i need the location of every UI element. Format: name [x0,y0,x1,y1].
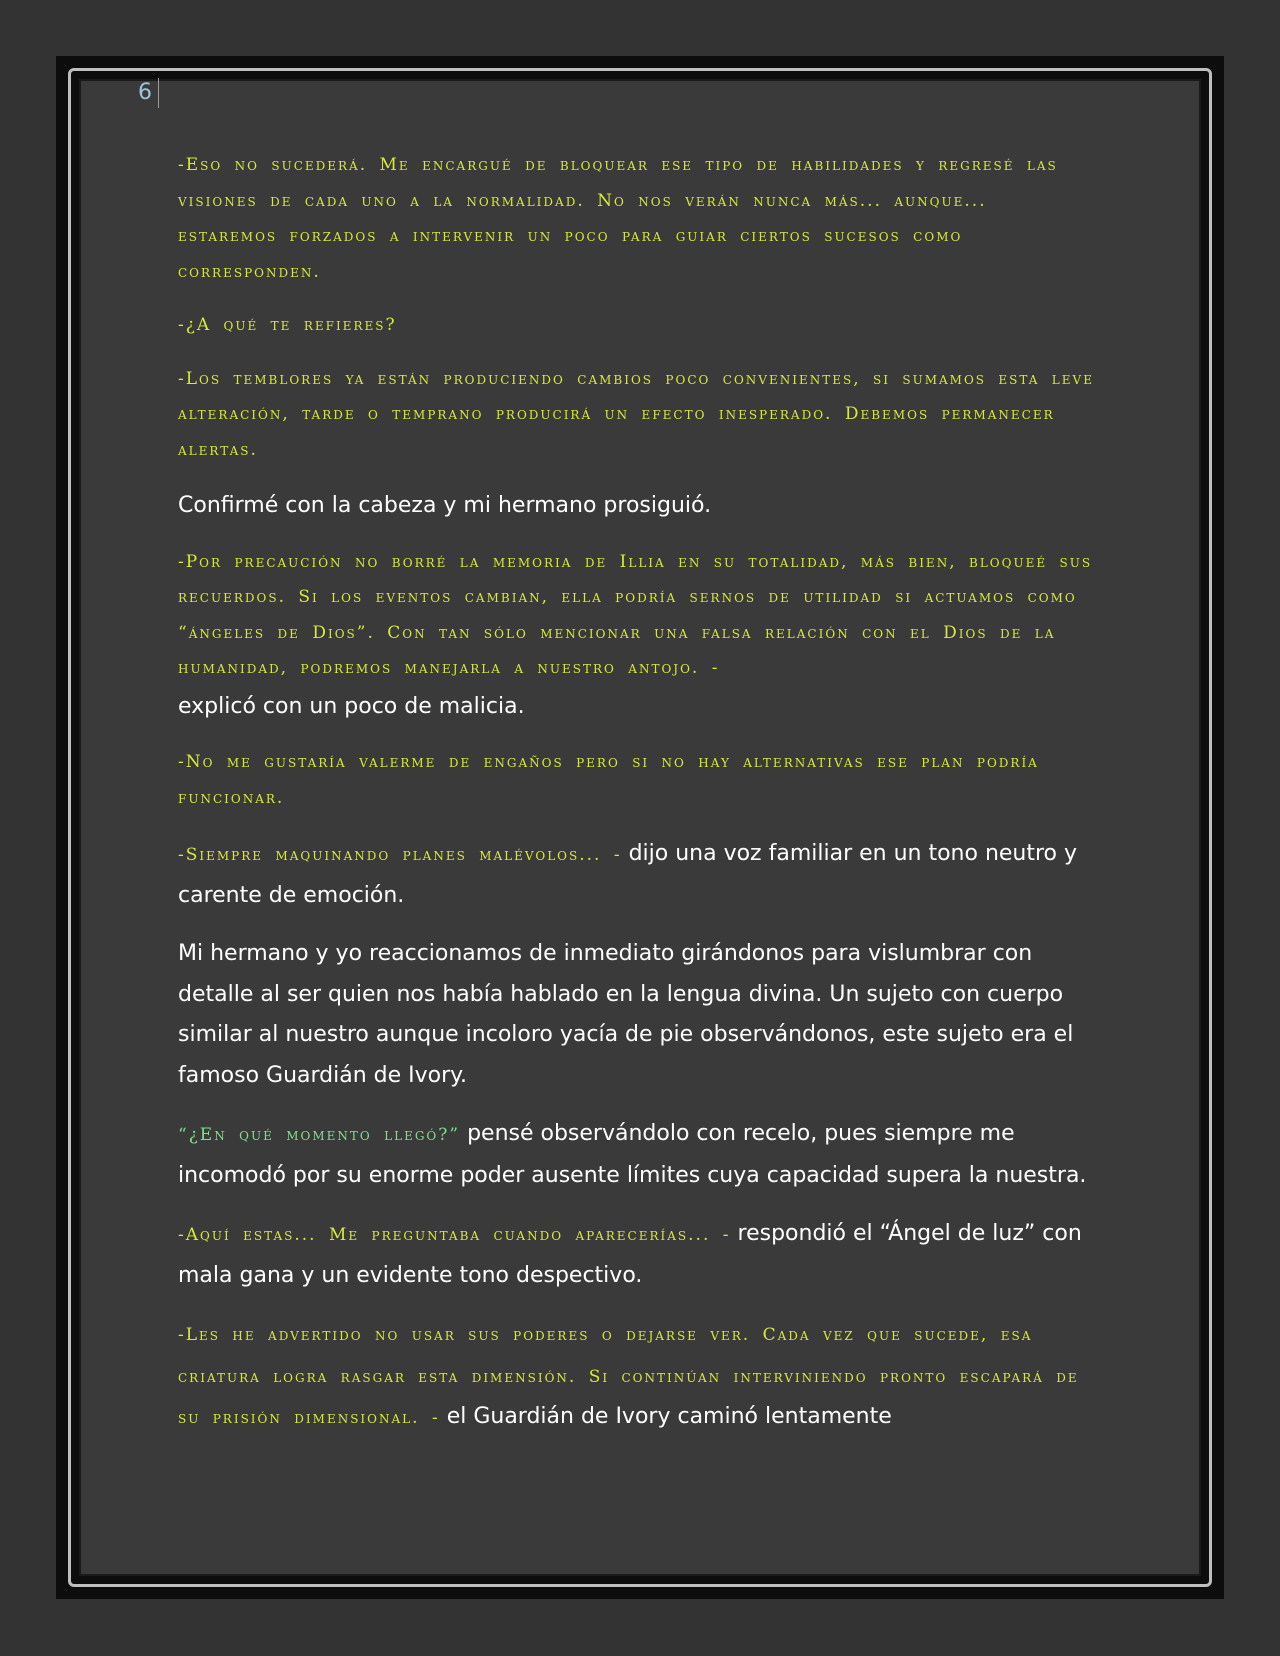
mixed-paragraph [178,1214,1098,1296]
mixed-paragraph [178,1114,1098,1196]
narration-paragraph [178,934,1098,1096]
narration-text: respondió el “Ángel de luz” con mala gana y un evidente tono despectivo. [178,1221,1082,1288]
dialogue-text: -¿A qué te refieres? [178,315,397,335]
dialogue-paragraph [178,745,1098,816]
mixed-paragraph [178,1314,1098,1439]
mixed-paragraph [178,834,1098,916]
narration-paragraph [178,486,1098,527]
dialogue-paragraph [178,362,1098,469]
narration-text: Mi hermano y yo reaccionamos de inmediato girándonos para vislumbrar con detalle al ser quien nos había hablado en la lengua divina. Un sujeto con cuerpo similar al nuestro aunque incoloro yacía de pie observándonos, este sujeto era el famoso Guardián de Ivory. [178,941,1074,1088]
dialogue-text: -Aquí estas... Me preguntaba cuando aparecerías... - [178,1225,731,1245]
narration-text: explicó con un poco de malicia. [178,693,525,719]
page-number: 6 [138,78,159,108]
page-content [178,148,1098,1457]
dialogue-text: -Siempre maquinando planes malévolos... - [178,845,622,865]
mixed-paragraph [178,545,1098,728]
narration-text: Confirmé con la cabeza y mi hermano prosiguió. [178,493,712,518]
dialogue-text: -Por precaución no borré la memoria de Illia en su totalidad, más bien, bloqueé sus recuerdos. Si los eventos cambian, ella podría sernos de utilidad si actuamos como “ángeles de Dios”. Con tan sólo mencionar una falsa relación con el Dios de la humanidad, podremos manejarla a nuestro antojo. - [178,551,1093,678]
dialogue-paragraph [178,308,1098,344]
dialogue-text: -Eso no sucederá. Me encargué de bloquear ese tipo de habilidades y regresé las visiones de cada uno a la normalidad. No nos verán nunca más... aunque... estaremos forzados a intervenir un poco para guiar ciertos sucesos como corresponden. [178,155,1058,282]
narration-text: dijo una voz familiar en un tono neutro y carente de emoción. [178,841,1078,908]
dialogue-paragraph [178,148,1098,290]
dialogue-text: -No me gustaría valerme de engaños pero si no hay alternativas ese plan podría funcionar. [178,752,1039,808]
dialogue-text: -Los temblores ya están produciendo cambios poco convenientes, si sumamos esta leve alteración, tarde o temprano producirá un efecto inesperado. Debemos permanecer alertas. [178,368,1094,460]
narration-text: el Guardián de Ivory caminó lentamente [446,1404,892,1429]
dialogue-text: -Les he advertido no usar sus poderes o dejarse ver. Cada vez que sucede, esa criatura logra rasgar esta dimensión. Si continúan interviniendo pronto escapará de su prisión dimensional. - [178,1325,1079,1428]
thought-text: “¿En qué momento llegó?” [178,1125,461,1145]
narration-text: pensé observándolo con recelo, pues siempre me incomodó por su enorme poder ausente límites cuya capacidad supera la nuestra. [178,1121,1087,1188]
